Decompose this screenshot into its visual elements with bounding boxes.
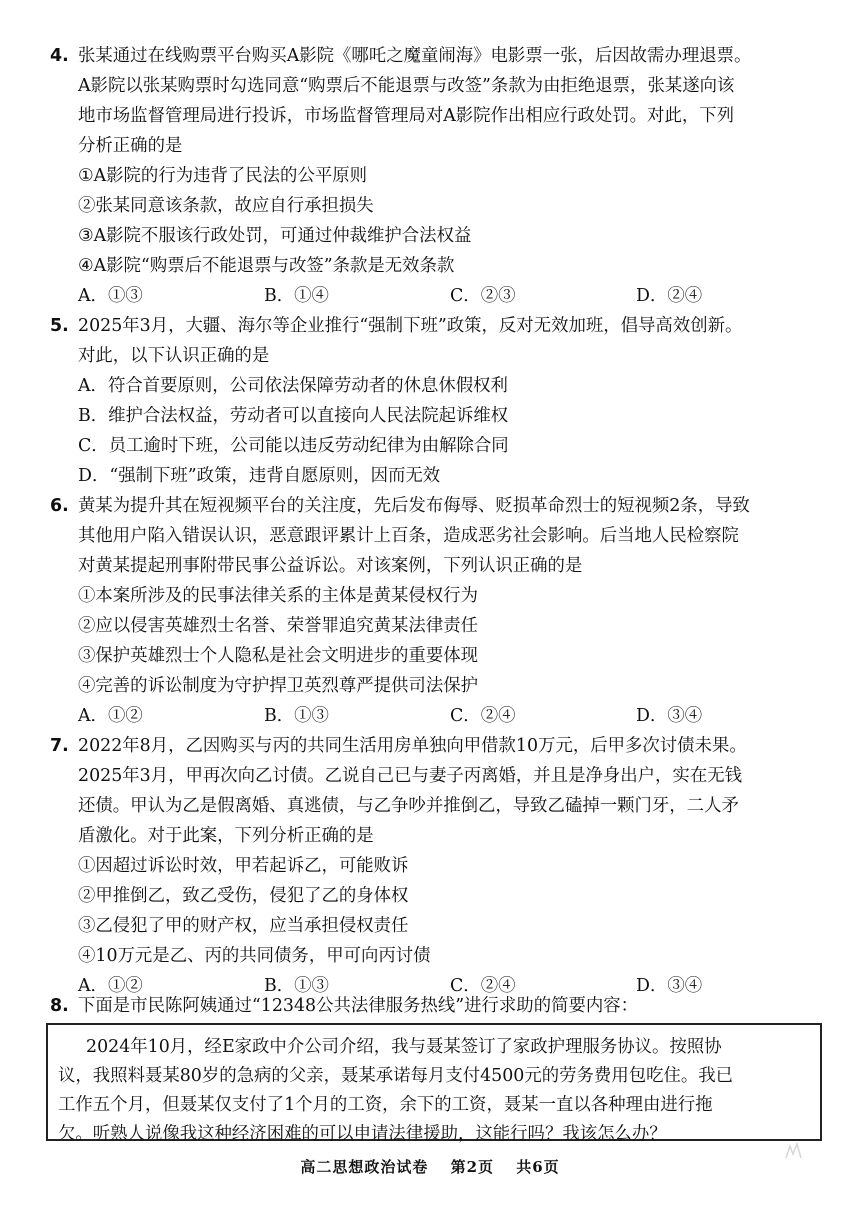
question-stem-line [50, 44, 820, 68]
question-7 [50, 734, 820, 1004]
question-text: 分析正确的是 [78, 136, 183, 156]
material-text: 工作五个月，但聂某仅支付了1个月的工资，余下的工资，聂某一直以各种理由进行拖 [58, 1095, 713, 1115]
question-text: 2025年3月，大疆、海尔等企业推行“强制下班”政策，反对无效加班，倡导高效创新。 [78, 316, 743, 336]
footer-page-number: 第2页 [450, 1158, 494, 1176]
question-text: 地市场监督管理局进行投诉，市场监督管理局对A影院作出相应行政处罚。对此，下列 [78, 106, 735, 126]
question-text: 对黄某提起刑事附带民事公益诉讼。对该案例，下列认识正确的是 [78, 556, 583, 576]
question-text: 还债。甲认为乙是假离婚、真逃债，与乙争吵并推倒乙，导致乙磕掉一颗门牙，二人矛 [78, 796, 739, 816]
material-box [46, 1023, 822, 1144]
question-stem-line [50, 314, 820, 338]
statement-item: ①本案所涉及的民事法律关系的主体是黄某侵权行为 [78, 586, 478, 606]
option-d[interactable]: D．“强制下班”政策，违背自愿原则，因而无效 [78, 466, 441, 486]
choice-c[interactable]: C．②④ [450, 706, 516, 726]
question-number: 5. [50, 316, 69, 336]
choice-d[interactable]: D．③④ [636, 706, 703, 726]
question-6 [50, 494, 820, 734]
choice-b[interactable]: B．①④ [264, 286, 329, 306]
question-text: 下面是市民陈阿姨通过“12348公共法律服务热线”进行求助的简要内容： [78, 996, 639, 1016]
question-text: 张某通过在线购票平台购买A影院《哪吒之魔童闹海》电影票一张，后因故需办理退票。 [78, 46, 752, 66]
material-text: 2024年10月，经E家政中介公司介绍，我与聂某签订了家政护理服务协议。按照协 [86, 1037, 722, 1057]
option-a[interactable]: A．符合首要原则，公司依法保障劳动者的休息休假权利 [78, 376, 508, 396]
choice-a[interactable]: A．①② [78, 976, 143, 996]
question-number: 4. [50, 46, 69, 66]
statement-item: ③A影院不服该行政处罚，可通过仲裁维护合法权益 [78, 226, 472, 246]
question-text: 对此，以下认识正确的是 [78, 346, 270, 366]
statement-item: ④A影院“购票后不能退票与改签”条款是无效条款 [78, 256, 455, 276]
question-number: 6. [50, 496, 69, 516]
statement-item: ②甲推倒乙，致乙受伤，侵犯了乙的身体权 [78, 886, 409, 906]
question-stem-line [50, 994, 820, 1018]
question-text: 2025年3月，甲再次向乙讨债。乙说自己已与妻子丙离婚，并且是净身出户，实在无钱 [78, 766, 742, 786]
statement-item: ④10万元是乙、丙的共同债务，甲可向丙讨债 [78, 946, 431, 966]
statement-item: ①A影院的行为违背了民法的公平原则 [78, 166, 368, 186]
answer-choices [50, 284, 820, 308]
question-text: 其他用户陷入错误认识，恶意跟评累计上百条，造成恶劣社会影响。后当地人民检察院 [78, 526, 739, 546]
answer-choices [50, 704, 820, 728]
statement-item: ④完善的诉讼制度为守护捍卫英烈尊严提供司法保护 [78, 676, 478, 696]
footer-total-pages: 共6页 [516, 1158, 560, 1176]
question-number: 8. [50, 996, 69, 1016]
question-text: 盾激化。对于此案，下列分析正确的是 [78, 826, 374, 846]
page-footer [0, 1156, 860, 1177]
question-stem-line [50, 734, 820, 758]
statement-item: ③保护英雄烈士个人隐私是社会文明进步的重要体现 [78, 646, 478, 666]
choice-b[interactable]: B．①③ [264, 706, 329, 726]
question-stem-line [50, 494, 820, 518]
option-c[interactable]: C．员工逾时下班，公司能以违反劳动纪律为由解除合同 [78, 436, 509, 456]
question-4 [50, 44, 820, 314]
choice-c[interactable]: C．②④ [450, 976, 516, 996]
choice-c[interactable]: C．②③ [450, 286, 516, 306]
material-text: 欠。听熟人说像我这种经济困难的可以申请法律援助，这能行吗？我该怎么办？ [58, 1124, 667, 1144]
choice-a[interactable]: A．①② [78, 706, 143, 726]
choice-d[interactable]: D．②④ [636, 286, 703, 306]
question-8 [50, 994, 820, 1024]
question-5 [50, 314, 820, 494]
material-text: 议，我照料聂某80岁的急病的父亲，聂某承诺每月支付4500元的劳务费用包吃住。我已 [58, 1066, 734, 1086]
statement-item: ②张某同意该条款，故应自行承担损失 [78, 196, 374, 216]
choice-d[interactable]: D．③④ [636, 976, 703, 996]
question-number: 7. [50, 736, 69, 756]
question-text: 2022年8月，乙因购买与丙的共同生活用房单独向甲借款10万元，后甲多次讨债未果。 [78, 736, 747, 756]
statement-item: ②应以侵害英雄烈士名誉、荣誉罪追究黄某法律责任 [78, 616, 478, 636]
statement-item: ①因超过诉讼时效，甲若起诉乙，可能败诉 [78, 856, 409, 876]
statement-item: ③乙侵犯了甲的财产权，应当承担侵权责任 [78, 916, 409, 936]
question-text: A影院以张某购票时勾选同意“购票后不能退票与改签”条款为由拒绝退票，张某遂向该 [78, 76, 735, 96]
option-b[interactable]: B．维护合法权益，劳动者可以直接向人民法院起诉维权 [78, 406, 509, 426]
question-text: 黄某为提升其在短视频平台的关注度，先后发布侮辱、贬损革命烈士的短视频2条，导致 [78, 496, 750, 516]
choice-a[interactable]: A．①③ [78, 286, 143, 306]
choice-b[interactable]: B．①③ [264, 976, 329, 996]
footer-subject: 高二思想政治试卷 [300, 1158, 429, 1176]
